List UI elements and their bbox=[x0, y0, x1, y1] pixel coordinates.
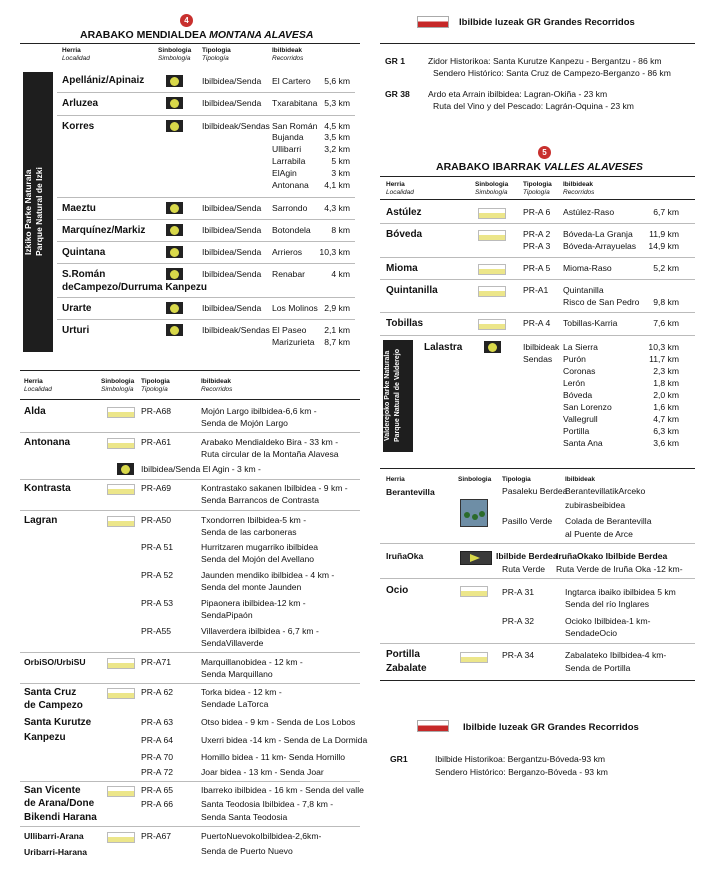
route-km: 4 km bbox=[331, 269, 350, 279]
gr-desc: Ibilbide Historikoa: Bergantzu-Bóveda-93 km bbox=[435, 754, 606, 764]
route-code: PR-A 62 bbox=[141, 687, 174, 697]
pr-route-icon bbox=[478, 208, 506, 219]
route-name: Los Molinos bbox=[272, 303, 318, 313]
town-san-vicente-line2: de Arana/Done bbox=[24, 798, 95, 809]
pr-route-icon bbox=[107, 484, 135, 495]
route-desc: Arabako Mendialdeko Bira - 33 km - bbox=[201, 437, 339, 447]
town-lalastra: Lalastra bbox=[424, 342, 463, 353]
town-lagran: Lagran bbox=[24, 515, 58, 526]
route-desc: Colada de Berantevilla bbox=[565, 516, 652, 526]
route-code: PR-A 52 bbox=[141, 570, 174, 580]
route-km: 3 km bbox=[331, 168, 350, 178]
route-name: Tobillas-Karria bbox=[563, 318, 618, 328]
gr-route-icon bbox=[417, 16, 449, 28]
route-km: 4,7 km bbox=[653, 414, 679, 424]
town-ullibarri: Ullibarri-Arana bbox=[24, 831, 84, 841]
town-santa-cruz: Santa Cruz bbox=[24, 687, 77, 698]
town-mioma: Mioma bbox=[386, 263, 418, 274]
column-header-tipologia: Tipologia Tipología bbox=[523, 181, 552, 196]
circle-route-icon bbox=[166, 268, 183, 280]
route-desc: Jaunden mendiko ibilbidea - 4 km - bbox=[201, 570, 335, 580]
circle-route-icon bbox=[166, 202, 183, 214]
route-name: San Román bbox=[272, 121, 318, 131]
route-km: 14,9 km bbox=[648, 241, 679, 251]
gr-desc: Zidor Historikoa: Santa Kurutze Kanpezu - Bergantzu - 86 km bbox=[428, 56, 662, 66]
town-marquinez: Marquínez/Markiz bbox=[62, 225, 146, 236]
route-code: PR-A 64 bbox=[141, 735, 174, 745]
gr-code: GR 1 bbox=[385, 56, 406, 66]
town-santa-kurutze: Santa Kurutze bbox=[24, 717, 92, 728]
route-name: Bóveda-La Granja bbox=[563, 229, 633, 239]
route-code: PR-A67 bbox=[141, 831, 172, 841]
gr-desc: Sendero Histórico: Santa Cruz de Campezo-Berganzo - 86 km bbox=[433, 68, 671, 78]
tipologia-cell: Ibilbidea/Senda bbox=[202, 303, 262, 313]
pr-route-icon bbox=[460, 652, 488, 663]
route-desc: Senda Marquillano bbox=[201, 669, 273, 679]
section-title bbox=[436, 161, 643, 173]
route-name: Bóveda bbox=[563, 390, 593, 400]
route-code: PR-A61 bbox=[141, 437, 172, 447]
route-name: San Lorenzo bbox=[563, 402, 612, 412]
route-desc: IruñaOkako Ibilbide Berdea bbox=[556, 551, 668, 561]
column-header-sinbologia: Sinbologia Simbología bbox=[158, 47, 192, 62]
route-desc: Senda Barrancos de Contrasta bbox=[201, 495, 319, 505]
tipologia-cell: Ibilbideak/Sendas bbox=[202, 121, 270, 131]
route-km: 8,7 km bbox=[324, 337, 350, 347]
town-urarte: Urarte bbox=[62, 303, 92, 314]
route-desc: Zabalateko Ibilbidea-4 km- bbox=[565, 650, 667, 660]
column-header-sinbologia: Sinbologia bbox=[458, 476, 492, 483]
town-antonana: Antonana bbox=[24, 437, 71, 448]
circle-route-icon bbox=[166, 302, 183, 314]
route-code: PR-A71 bbox=[141, 657, 172, 667]
gr-heading: Ibilbide luzeak GR Grandes Recorridos bbox=[459, 17, 635, 28]
town-santa-cruz-line2: de Campezo bbox=[24, 700, 83, 711]
route-km: 5,6 km bbox=[324, 76, 350, 86]
gr-route-icon bbox=[417, 720, 449, 732]
section-title bbox=[80, 29, 314, 41]
section-title-main: ARABAKO IBARRAK bbox=[436, 161, 544, 173]
circle-route-icon bbox=[166, 75, 183, 87]
route-name: Vallegrull bbox=[563, 414, 598, 424]
section-title-italic: VALLES ALAVESES bbox=[543, 161, 643, 173]
route-km: 1,8 km bbox=[653, 378, 679, 388]
pr-route-icon bbox=[107, 658, 135, 669]
route-desc: Ibarreko ibilbidea - 16 km - Senda del valle bbox=[201, 785, 364, 795]
route-name: Quintanilla bbox=[563, 285, 604, 295]
town-ullibarri-line2: Uribarri-Harana bbox=[24, 847, 88, 857]
route-km: 3,2 km bbox=[324, 144, 350, 154]
route-desc: Txondorren Ibilbidea-5 km - bbox=[201, 515, 307, 525]
tipologia-cell: Ibilbideak/Sendas bbox=[202, 325, 270, 335]
route-code: PR-A 5 bbox=[523, 263, 551, 273]
route-desc: zubirasbeibidea bbox=[565, 500, 626, 510]
route-code: PR-A 53 bbox=[141, 598, 174, 608]
pr-route-icon bbox=[107, 407, 135, 418]
section-title-main: ARABAKO MENDIALDEA bbox=[80, 29, 210, 41]
route-code: PR-A68 bbox=[141, 406, 172, 416]
route-desc: Villaverdera ibilbidea - 6,7 km - bbox=[201, 626, 319, 636]
route-code: PR-A 63 bbox=[141, 717, 174, 727]
route-km: 10,3 km bbox=[648, 342, 679, 352]
route-desc: Uxerri bidea -14 km - Senda de La Dormida bbox=[201, 735, 368, 745]
route-km: 9,8 km bbox=[653, 297, 679, 307]
gr-code: GR 38 bbox=[385, 89, 410, 99]
route-desc: BerantevillatikArceko bbox=[565, 486, 646, 496]
route-desc: Senda de Portilla bbox=[565, 663, 631, 673]
route-name: Portilla bbox=[563, 426, 590, 436]
route-desc: Senda de Mojón Largo bbox=[201, 418, 288, 428]
route-name: La Sierra bbox=[563, 342, 598, 352]
route-name: Renabar bbox=[272, 269, 305, 279]
circle-route-icon bbox=[166, 246, 183, 258]
tipologia-cell: Ruta Verde bbox=[502, 564, 545, 574]
tipologia-cell: Ibilbidea/Senda bbox=[202, 203, 262, 213]
circle-route-icon bbox=[484, 341, 501, 353]
route-name: Lerón bbox=[563, 378, 585, 388]
circle-route-icon bbox=[117, 463, 134, 475]
route-desc: Senda de Puerto Nuevo bbox=[201, 846, 293, 856]
green-route-icon bbox=[460, 551, 492, 565]
route-desc: al Puente de Arce bbox=[565, 529, 633, 539]
town-san-roman: S.Román bbox=[62, 269, 106, 280]
route-code: PR-A 51 bbox=[141, 542, 174, 552]
column-header-herria: Herria Localidad bbox=[62, 47, 90, 62]
town-astulez: Astúlez bbox=[386, 207, 422, 218]
route-name: Bujanda bbox=[272, 132, 304, 142]
route-name: El Paseo bbox=[272, 325, 307, 335]
pr-route-icon bbox=[107, 832, 135, 843]
route-desc: Senda del Mojón del Avellano bbox=[201, 554, 315, 564]
park-label-valderejo: Valderejoko Parke Naturala Parque Natural de Valderejo bbox=[383, 340, 413, 452]
pr-route-icon bbox=[107, 786, 135, 797]
route-name: Santa Ana bbox=[563, 438, 603, 448]
town-san-vicente: San Vicente bbox=[24, 785, 81, 796]
circle-route-icon bbox=[166, 324, 183, 336]
gr-desc: Sendero Histórico: Berganzo-Bóveda - 93 km bbox=[435, 767, 608, 777]
route-km: 3,6 km bbox=[653, 438, 679, 448]
circle-route-icon bbox=[166, 97, 183, 109]
tipologia-cell: Sendas bbox=[523, 354, 553, 364]
route-name: Mioma-Raso bbox=[563, 263, 612, 273]
route-code: PR-A69 bbox=[141, 483, 172, 493]
pr-route-icon bbox=[107, 516, 135, 527]
town-apellaniz: Apellániz/Apinaiz bbox=[62, 75, 145, 86]
town-boveda: Bóveda bbox=[386, 229, 423, 240]
route-km: 8 km bbox=[331, 225, 350, 235]
route-name: Botondela bbox=[272, 225, 311, 235]
route-code: PR-A 34 bbox=[502, 650, 535, 660]
town-urturi: Urturi bbox=[62, 325, 90, 336]
route-desc: Senda del monte Jaunden bbox=[201, 582, 302, 592]
town-orbiso: OrbiSO/UrbiSU bbox=[24, 657, 86, 667]
tipologia-cell: Pasillo Verde bbox=[502, 516, 553, 526]
gr-desc: Ruta del Vino y del Pescado: Lagrán-Oquina - 23 km bbox=[433, 101, 634, 111]
town-arluzea: Arluzea bbox=[62, 98, 99, 109]
route-km: 11,7 km bbox=[649, 354, 679, 364]
town-kontrasta: Kontrasta bbox=[24, 483, 71, 494]
route-desc: Pipaonera ibilbidea-12 km - bbox=[201, 598, 306, 608]
circle-route-icon bbox=[166, 120, 183, 132]
route-name: Purón bbox=[563, 354, 586, 364]
route-desc: Senda de las carboneras bbox=[201, 527, 297, 537]
town-portilla: Portilla bbox=[386, 649, 420, 660]
route-name: El Cartero bbox=[272, 76, 311, 86]
route-name: Coronas bbox=[563, 366, 596, 376]
column-header-tipologia: Tipologia bbox=[502, 476, 531, 483]
route-name: ElAgin bbox=[272, 168, 297, 178]
route-km: 6,3 km bbox=[653, 426, 679, 436]
gr-code: GR1 bbox=[390, 754, 408, 764]
route-name: Sarrondo bbox=[272, 203, 308, 213]
route-desc: PuertoNuevokoIbilbidea-2,6km- bbox=[201, 831, 322, 841]
route-km: 5,3 km bbox=[324, 98, 350, 108]
tipologia-cell: Ibilbide Berdea bbox=[496, 551, 558, 561]
tipologia-cell: Ibilbidea/Senda bbox=[202, 76, 262, 86]
title-rule bbox=[20, 43, 360, 44]
route-km: 2,3 km bbox=[653, 366, 679, 376]
route-km: 3,5 km bbox=[324, 132, 350, 142]
town-quintanilla: Quintanilla bbox=[386, 285, 438, 296]
route-name: Astúlez-Raso bbox=[563, 207, 615, 217]
tipologia-cell: Ibilbidea/Senda bbox=[202, 225, 262, 235]
tipologia-cell: Ibilbidea/Senda bbox=[202, 269, 262, 279]
route-desc: Mojón Largo ibilbidea-6,6 km - bbox=[201, 406, 317, 416]
column-header-ibilbideak: Ibilbideak Recorridos bbox=[272, 47, 304, 62]
town-tobillas: Tobillas bbox=[386, 318, 424, 329]
route-desc: Santa Teodosia Ibilbidea - 7,8 km - bbox=[201, 799, 334, 809]
pr-route-icon bbox=[478, 230, 506, 241]
route-km: 1,6 km bbox=[653, 402, 679, 412]
section-title-italic: MONTANA ALAVESA bbox=[209, 29, 314, 41]
route-km: 4,1 km bbox=[324, 180, 350, 190]
route-name: Marizurieta bbox=[272, 337, 315, 347]
lower-table-rule bbox=[20, 370, 360, 371]
tipologia-cell: Ibilbidea/Senda bbox=[202, 98, 262, 108]
route-desc: Ocioko Ibilbidea-1 km- bbox=[565, 616, 651, 626]
route-km: 11,9 km bbox=[649, 229, 679, 239]
route-code: PR-A 6 bbox=[523, 207, 551, 217]
route-name: Arrieros bbox=[272, 247, 303, 257]
route-desc: Ingtarca ibaiko ibilbidea 5 km bbox=[565, 587, 676, 597]
route-code: PR-A 32 bbox=[502, 616, 535, 626]
route-code: PR-A 2 bbox=[523, 229, 551, 239]
route-km: 4,5 km bbox=[324, 121, 350, 131]
route-km: 5 km bbox=[331, 156, 350, 166]
route-name: Bóveda-Arrayuelas bbox=[563, 241, 637, 251]
town-korres: Korres bbox=[62, 121, 95, 132]
column-header-herria: Herria Localidad bbox=[386, 181, 414, 196]
route-desc: Ibilbidea/Senda El Agin - 3 km - bbox=[141, 464, 261, 474]
route-name: Risco de San Pedro bbox=[563, 297, 640, 307]
route-name: Larrabila bbox=[272, 156, 306, 166]
route-desc: SendaVillaverde bbox=[201, 638, 264, 648]
park-label-izki: Izkiko Parke Naturala Parque Natural de Izki bbox=[23, 72, 53, 352]
town-maeztu: Maeztu bbox=[62, 203, 96, 214]
route-km: 2,0 km bbox=[653, 390, 679, 400]
town-berantevilla: Berantevilla bbox=[386, 487, 435, 497]
gr-desc: Ardo eta Arrain ibilbidea: Lagran-Okiña - 23 km bbox=[428, 89, 608, 99]
route-desc: Torka bidea - 12 km - bbox=[201, 687, 282, 697]
column-header-ibilbideak: Ibilbideak bbox=[565, 476, 595, 483]
route-km: 4,3 km bbox=[324, 203, 350, 213]
route-code: PR-A1 bbox=[523, 285, 549, 295]
route-code: PR-A 31 bbox=[502, 587, 535, 597]
gr-heading: Ibilbide luzeak GR Grandes Recorridos bbox=[463, 722, 639, 733]
column-header-herria: Herria Localidad bbox=[24, 378, 52, 393]
pr-route-icon bbox=[460, 586, 488, 597]
route-desc: Kontrastako sakanen Ibilbidea - 9 km - bbox=[201, 483, 348, 493]
route-desc: Joar bidea - 13 km - Senda Joar bbox=[201, 767, 324, 777]
column-header-tipologia: Tipologia Tipología bbox=[202, 47, 231, 62]
route-km: 2,9 km bbox=[324, 303, 350, 313]
route-code: PR-A 4 bbox=[523, 318, 551, 328]
town-san-vicente-line3: Bikendi Harana bbox=[24, 812, 97, 823]
column-header-sinbologia: Sinbologia Simbología bbox=[101, 378, 135, 393]
column-header-ibilbideak: Ibilbideak Recorridos bbox=[563, 181, 595, 196]
route-desc: Homillo bidea - 11 km- Senda Hornillo bbox=[201, 752, 346, 762]
section-number-badge: 4 bbox=[180, 14, 193, 27]
pr-route-icon bbox=[107, 438, 135, 449]
route-desc: SendaPipaón bbox=[201, 610, 253, 620]
pr-route-icon bbox=[478, 319, 506, 330]
column-header-herria: Herria bbox=[386, 476, 405, 483]
tipologia-cell: Ibilbideak bbox=[523, 342, 560, 352]
route-desc: Ruta Verde de Iruña Oka -12 km- bbox=[556, 564, 683, 574]
route-km: 5,2 km bbox=[653, 263, 679, 273]
section-number-badge: 5 bbox=[538, 146, 551, 159]
route-code: PR-A 65 bbox=[141, 785, 174, 795]
town-iruna-oka: IruñaOka bbox=[386, 551, 424, 561]
route-code: PR-A50 bbox=[141, 515, 172, 525]
town-alda: Alda bbox=[24, 406, 46, 417]
pr-route-icon bbox=[107, 688, 135, 699]
town-portilla-line2: Zabalate bbox=[386, 663, 427, 674]
route-desc: Senda Santa Teodosia bbox=[201, 812, 288, 822]
town-quintana: Quintana bbox=[62, 247, 106, 258]
column-header-ibilbideak: Ibilbideak Recorridos bbox=[201, 378, 233, 393]
route-desc: Hurritzaren mugarriko ibilbidea bbox=[201, 542, 319, 552]
route-desc: Otso bidea - 9 km - Senda de Los Lobos bbox=[201, 717, 356, 727]
route-km: 10,3 km bbox=[319, 247, 350, 257]
route-name: Txarabitana bbox=[272, 98, 318, 108]
route-desc: Sendade LaTorca bbox=[201, 699, 269, 709]
route-code: PR-A 72 bbox=[141, 767, 174, 777]
pr-route-icon bbox=[478, 286, 506, 297]
gr-heading-rule bbox=[380, 43, 695, 44]
town-santa-kurutze-line2: Kanpezu bbox=[24, 732, 66, 743]
route-km: 2,1 km bbox=[324, 325, 350, 335]
route-name: Ullibarri bbox=[272, 144, 302, 154]
route-desc: Senda del río Inglares bbox=[565, 599, 650, 609]
route-desc: Ruta circular de la Montaña Alavesa bbox=[201, 449, 339, 459]
column-header-tipologia: Tipologia Tipología bbox=[141, 378, 170, 393]
route-name: Antonana bbox=[272, 180, 309, 190]
circle-route-icon bbox=[166, 224, 183, 236]
route-desc: Marquillanobidea - 12 km - bbox=[201, 657, 303, 667]
town-san-roman-line2: deCampezo/Durruma Kanpezu bbox=[62, 282, 208, 293]
route-km: 6,7 km bbox=[653, 207, 679, 217]
route-code: PR-A 66 bbox=[141, 799, 174, 809]
pr-route-icon bbox=[478, 264, 506, 275]
route-code: PR-A 70 bbox=[141, 752, 174, 762]
town-ocio: Ocio bbox=[386, 585, 409, 596]
tipologia-cell: Pasaleku Berdea bbox=[502, 486, 568, 496]
forest-path-icon bbox=[460, 499, 488, 527]
route-code: PR-A55 bbox=[141, 626, 172, 636]
route-km: 7,6 km bbox=[653, 318, 679, 328]
tipologia-cell: Ibilbidea/Senda bbox=[202, 247, 262, 257]
column-header-sinbologia: Sinbologia Simbología bbox=[475, 181, 509, 196]
route-desc: SendadeOcio bbox=[565, 628, 618, 638]
route-code: PR-A 3 bbox=[523, 241, 551, 251]
